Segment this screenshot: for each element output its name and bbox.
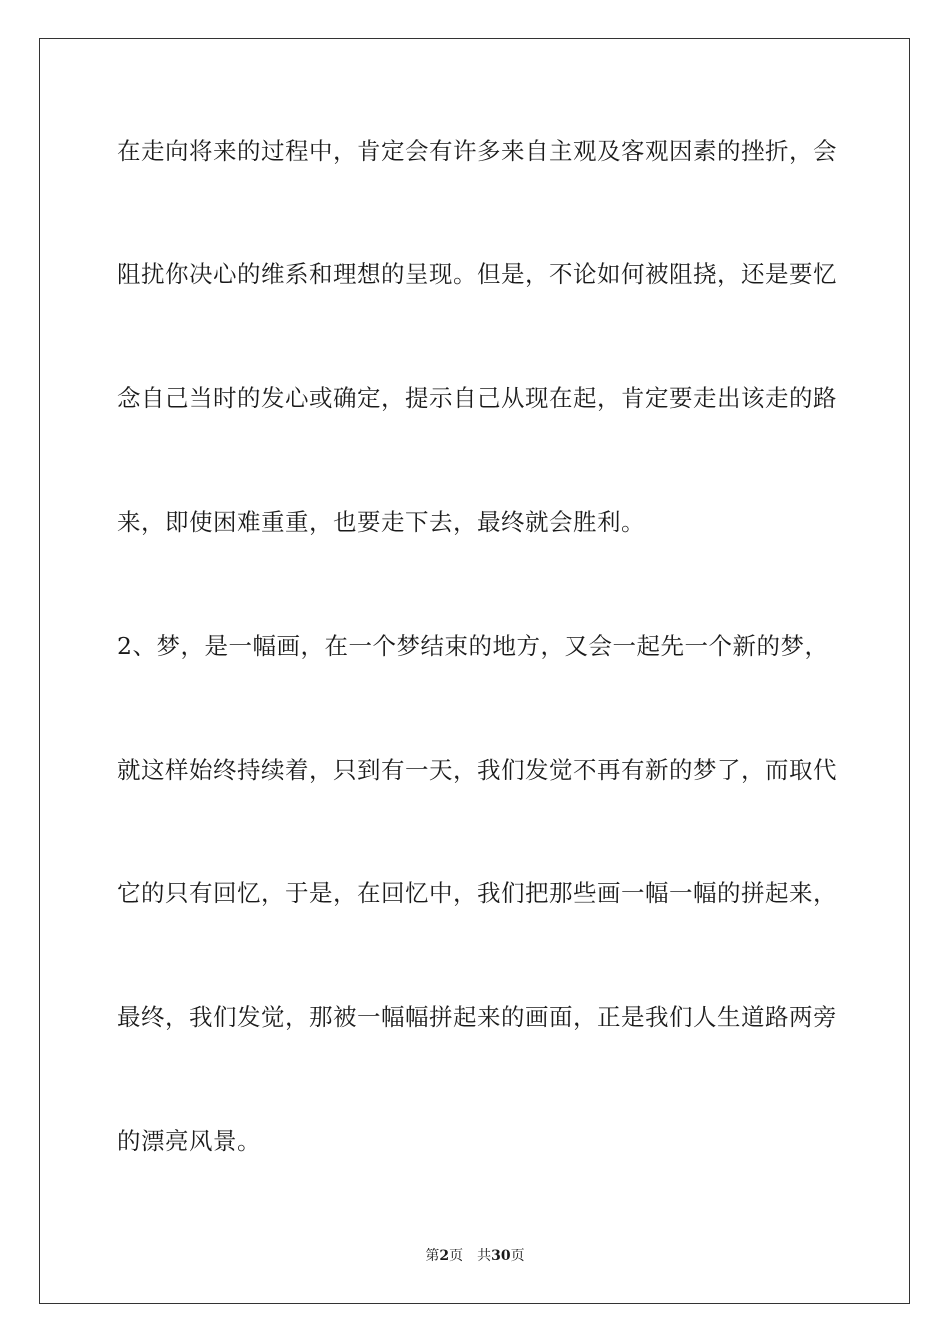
paragraph-2-line-2: 就这样始终持续着，只到有一天，我们发觉不再有新的梦了，而取代: [117, 756, 837, 784]
total-pages: 30: [491, 1248, 511, 1264]
total-prefix: 共: [477, 1248, 492, 1264]
paragraph-1-line-3: 念自己当时的发心或确定，提示自己从现在起，肯定要走出该走的路: [117, 384, 837, 412]
paragraph-2-line-3: 它的只有回忆，于是，在回忆中，我们把那些画一幅一幅的拼起来，: [117, 879, 837, 907]
page-frame: [39, 38, 910, 1304]
page-prefix: 第: [425, 1248, 440, 1264]
page-suffix: 页: [449, 1248, 464, 1264]
page-number: 2: [439, 1248, 450, 1264]
paragraph-2-line-4: 最终，我们发觉，那被一幅幅拼起来的画面，正是我们人生道路两旁: [117, 1003, 837, 1031]
paragraph-2-line-1: 2、梦，是一幅画，在一个梦结束的地方，又会一起先一个新的梦，: [117, 632, 829, 660]
paragraph-1-line-4: 来，即使困难重重，也要走下去，最终就会胜利。: [117, 508, 645, 536]
paragraph-1-line-1: 在走向将来的过程中，肯定会有许多来自主观及客观因素的挫折，会: [117, 137, 837, 165]
page-footer: [0, 1246, 950, 1266]
paragraph-1-line-2: 阻扰你决心的维系和理想的呈现。但是，不论如何被阻挠，还是要忆: [117, 260, 837, 288]
paragraph-2-line-5: 的漂亮风景。: [117, 1127, 261, 1155]
total-suffix: 页: [510, 1248, 525, 1264]
